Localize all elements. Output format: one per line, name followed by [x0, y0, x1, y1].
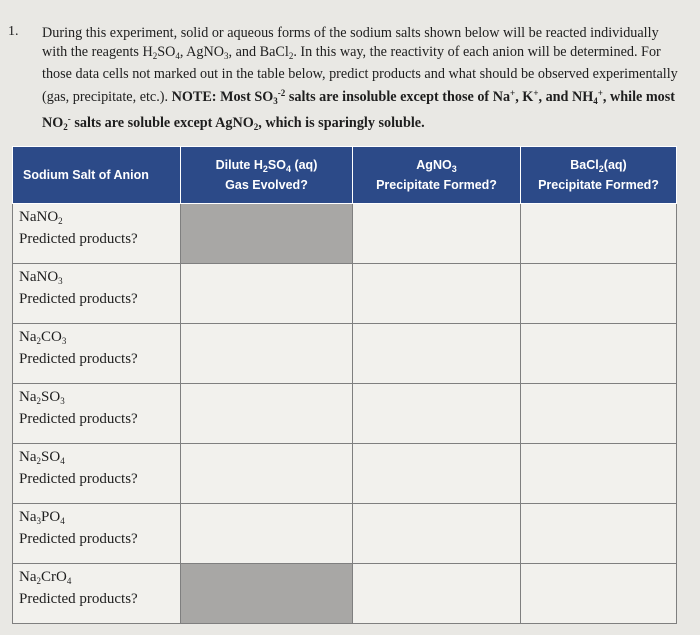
- bacl2-answer-cell[interactable]: [521, 384, 677, 444]
- agno3-answer-cell[interactable]: [353, 444, 521, 504]
- salt-cell: [13, 384, 181, 444]
- salt-cell: [13, 564, 181, 624]
- predicted-products-label: Predicted products?: [19, 411, 138, 427]
- table-row: [13, 204, 677, 264]
- bacl2-answer-cell[interactable]: [521, 444, 677, 504]
- header-sodium-salt: Sodium Salt of Anion: [13, 147, 181, 204]
- agno3-answer-cell[interactable]: [353, 384, 521, 444]
- reactivity-table: [12, 146, 677, 624]
- bacl2-answer-cell[interactable]: [521, 504, 677, 564]
- agno3-answer-cell[interactable]: [353, 504, 521, 564]
- salt-cell: [13, 264, 181, 324]
- predicted-products-label: Predicted products?: [19, 351, 138, 367]
- salt-cell: [13, 444, 181, 504]
- h2so4-answer-cell[interactable]: [181, 324, 353, 384]
- shaded-cell: [181, 564, 353, 624]
- agno3-answer-cell[interactable]: [353, 204, 521, 264]
- predicted-products-label: Predicted products?: [19, 231, 138, 247]
- h2so4-answer-cell[interactable]: [181, 384, 353, 444]
- salt-formula: NaNO$_2$: [19, 209, 63, 226]
- salt-formula: $Na_2SO_3$: [19, 389, 65, 406]
- question-text: During this experiment, solid or aqueous forms of the sodium salts shown below will be reacted individually with the reagents $H_2SO_4$, AgNO$_3$, and BaCl$_2$. In this way, the reactivity of each anion will be determined. For those data cells not marked out in the table below, predict products and what should be observed experimentally (gas, precipitate, etc.). NOTE: Most $SO_3^{-2}$ salts are insoluble except those of Na+, K+, and $NH_4^+$, while most $NO_2^-$ salts are soluble except AgNO$_2$, which is sparingly soluble.: [42, 25, 678, 132]
- predicted-products-label: Predicted products?: [19, 531, 138, 547]
- question-number: 1.: [8, 24, 19, 39]
- salt-formula: $Na_2SO_4$: [19, 449, 65, 466]
- bacl2-answer-cell[interactable]: [521, 324, 677, 384]
- shaded-cell: [181, 204, 353, 264]
- header-bacl2: BaCl$_2$(aq) Precipitate Formed?: [521, 147, 677, 204]
- header-agno3: AgNO$_3$ Precipitate Formed?: [353, 147, 521, 204]
- salt-formula: NaNO$_3$: [19, 269, 63, 286]
- bacl2-answer-cell[interactable]: [521, 204, 677, 264]
- salt-formula: $Na_2CO_3$: [19, 329, 67, 346]
- salt-formula: $Na_2CrO_4$: [19, 569, 72, 586]
- predicted-products-label: Predicted products?: [19, 471, 138, 487]
- predicted-products-label: Predicted products?: [19, 591, 138, 607]
- header-h2so4: Dilute $H_2SO_4$ (aq) Gas Evolved?: [181, 147, 353, 204]
- h2so4-answer-cell[interactable]: [181, 264, 353, 324]
- table-row: [13, 384, 677, 444]
- table-row: [13, 504, 677, 564]
- table-row: [13, 264, 677, 324]
- agno3-answer-cell[interactable]: [353, 264, 521, 324]
- solubility-note: NOTE: Most $SO_3^{-2}$ salts are insoluble except those of Na+, K+, and $NH_4^+$, while most $NO_2^-$ salts are soluble except AgNO$_2$, which is sparingly soluble.: [42, 87, 676, 132]
- table-row: [13, 444, 677, 504]
- table-header-row: [13, 147, 677, 204]
- table-row: [13, 564, 677, 624]
- agno3-answer-cell[interactable]: [353, 564, 521, 624]
- bacl2-answer-cell[interactable]: [521, 264, 677, 324]
- salt-cell: [13, 504, 181, 564]
- salt-formula: $Na_3PO_4$: [19, 509, 65, 526]
- h2so4-answer-cell[interactable]: [181, 444, 353, 504]
- table-row: [13, 324, 677, 384]
- salt-cell: [13, 324, 181, 384]
- salt-cell: [13, 204, 181, 264]
- h2so4-answer-cell[interactable]: [181, 504, 353, 564]
- bacl2-answer-cell[interactable]: [521, 564, 677, 624]
- predicted-products-label: Predicted products?: [19, 291, 138, 307]
- agno3-answer-cell[interactable]: [353, 324, 521, 384]
